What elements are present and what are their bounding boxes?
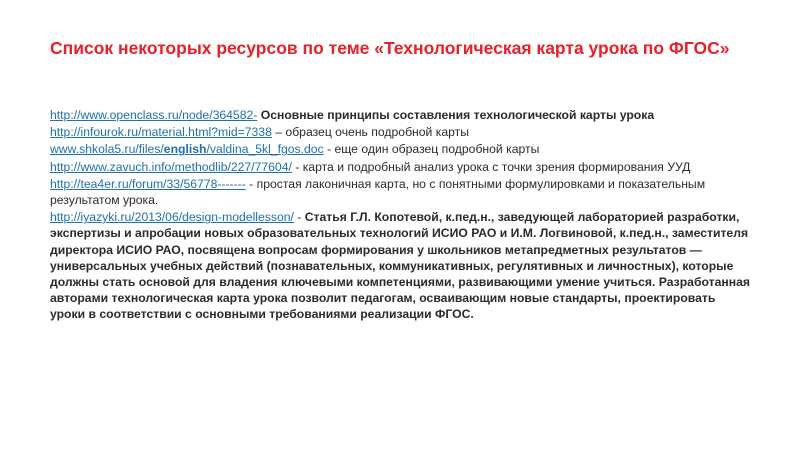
resource-item-zavuch xyxy=(50,159,750,175)
resource-list xyxy=(50,107,750,324)
slide-title: Список некоторых ресурсов по теме «Технологическая карта урока по ФГОС» xyxy=(50,38,730,58)
zavuch-description: - карта и подробный анализ урока с точки зрения формирования УУД xyxy=(291,159,691,174)
shkola5-link-part-end: /valdina_5kl_fgos.doc xyxy=(206,142,324,157)
infourok-description: – образец очень подробной карты xyxy=(271,125,469,140)
iyazyki-dash: - xyxy=(293,210,305,225)
shkola5-description: - еще один образец подробной карты xyxy=(323,142,540,157)
openclass-description: Основные принципы составления технологической карты урока xyxy=(257,108,655,122)
shkola5-link-part-bold: english xyxy=(163,142,207,157)
shkola5-link[interactable] xyxy=(50,142,324,156)
resource-item-iyazyki xyxy=(50,209,750,322)
zavuch-link[interactable]: http://www.zavuch.info/methodlib/227/77604/ xyxy=(50,159,292,174)
tea4er-description: - простая лаконичная карта, но с понятными формулировками и показательным результатом урока. xyxy=(50,176,706,208)
resource-item-infourok xyxy=(50,124,750,140)
openclass-link[interactable]: http://www.openclass.ru/node/364582- xyxy=(50,108,258,122)
shkola5-link-part-start: www.shkola5.ru/files/ xyxy=(50,142,164,157)
tea4er-link[interactable]: http://tea4er.ru/forum/33/56778------- xyxy=(50,176,246,191)
resource-item-shkola5 xyxy=(50,141,750,157)
iyazyki-link[interactable]: http://iyazyki.ru/2013/06/design-modellesson/ xyxy=(50,210,294,225)
resource-item-openclass xyxy=(50,107,750,123)
iyazyki-description: Статья Г.Л. Копотевой, к.пед.н., заведующей лабораторией разработки, экспертизы и апробации новых образовательных технологий ИСИО РАО и И.М. Логвиновой, к.пед.н., заместителя директора ИСИО РАО, посвящена вопросам формирования у школьников метапредметных результатов — универсальных учебных действий (познавательных, коммуникативных, регулятивных и личностных), которые должны стать основой для владения ключевыми компетенциями, развивающими умение учиться. Разработанная авторами технологическая карта урока позволит педагогам, осваивающим новые стандарты, проектировать уроки в соответствии с основными требованиями реализации ФГОС. xyxy=(50,210,750,322)
resource-item-tea4er xyxy=(50,176,750,208)
infourok-link[interactable]: http://infourok.ru/material.html?mid=7338 xyxy=(50,125,272,140)
